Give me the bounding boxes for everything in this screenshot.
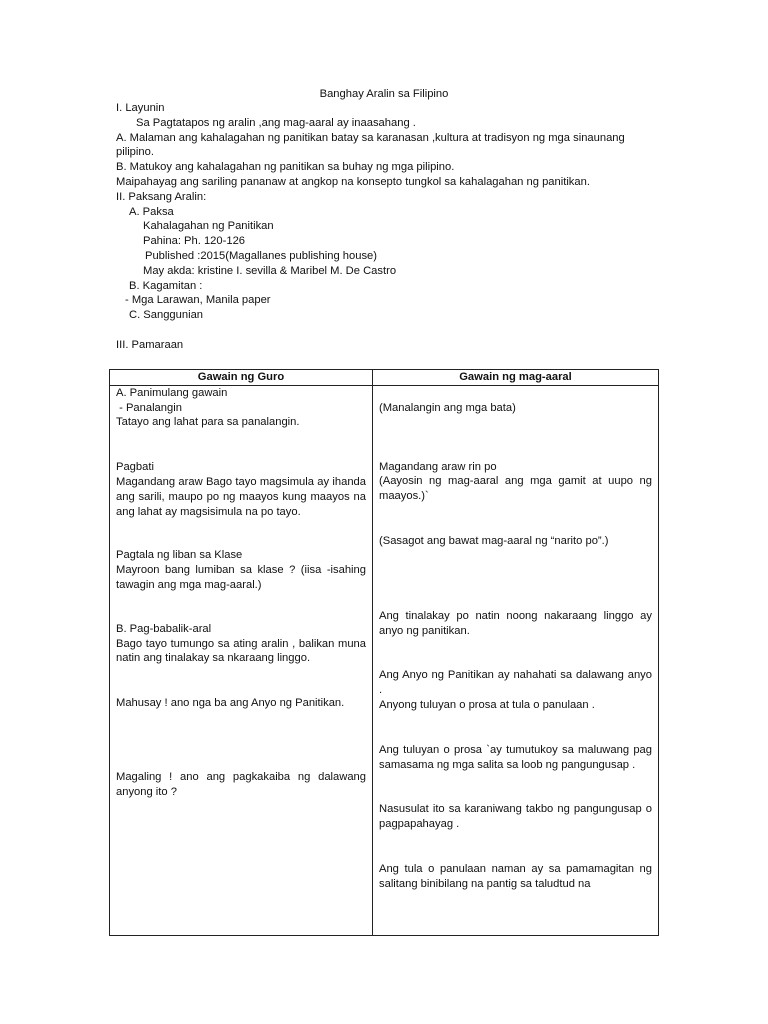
paksa-published: Published :2015(Magallanes publishing house) bbox=[145, 249, 377, 262]
panalangin-label: - Panalangin bbox=[116, 401, 182, 414]
pamaraan-heading: III. Pamaraan bbox=[116, 338, 184, 351]
pagtala-label: Pagtala ng liban sa Klase bbox=[116, 549, 243, 562]
mahusay-text: Mahusay ! ano nga ba ang Anyo ng Panitikan. bbox=[116, 697, 345, 710]
pagbati-label: Pagbati bbox=[116, 461, 154, 474]
column-header-guro: Gawain ng Guro bbox=[110, 370, 373, 386]
layunin-a: A. Malaman ang kahalagahan ng panitikan batay sa karanasan ,kultura at tradisyon ng mga sinaunang pilipino. bbox=[116, 131, 625, 159]
pagbabalik-text: Bago tayo tumungo sa ating aralin , balikan muna natin ang tinalakay sa nkaraang linggo. bbox=[116, 637, 366, 665]
paksang-aralin-heading: II. Paksang Aralin: bbox=[116, 190, 207, 203]
pagtala-text: Mayroon bang lumiban sa klase ? (iisa -isahing tawagin ang mga mag-aaral.) bbox=[116, 564, 366, 591]
lesson-outline bbox=[116, 101, 656, 353]
tinalakay-text: Ang tinalakay po natin noong nakaraang linggo ay anyo ng panitikan. bbox=[379, 609, 652, 637]
paksa-pahina: Pahina: Ph. 120-126 bbox=[143, 235, 246, 248]
layunin-b: B. Matukoy ang kahalagahan ng panitikan sa buhay ng mga pilipino. bbox=[116, 161, 455, 174]
panalangin-text: Tatayo ang lahat para sa panalangin. bbox=[116, 416, 300, 429]
table-header-row bbox=[110, 370, 659, 386]
pagbabalik-label: B. Pag-babalik-aral bbox=[116, 622, 212, 635]
paksa-title: Kahalagahan ng Panitikan bbox=[143, 220, 274, 233]
anyo-text-2: Anyong tuluyan o prosa at tula o panulaan . bbox=[379, 698, 595, 711]
paksa-akda: May akda: kristine I. sevilla & Maribel M. De Castro bbox=[143, 264, 397, 277]
manalangin-text: (Manalangin ang mga bata) bbox=[379, 401, 516, 414]
magandang-araw-text: Magandang araw rin po bbox=[379, 460, 497, 473]
tuluyan-text: Ang tuluyan o prosa `ay tumutukoy sa maluwang pag samasama ng mga salita sa loob ng pangungusap . bbox=[379, 743, 652, 771]
layunin-intro: Sa Pagtatapos ng aralin ,ang mag-aaral ay inaasahang . bbox=[136, 116, 416, 129]
column-header-mag-aaral: Gawain ng mag-aaral bbox=[373, 370, 659, 386]
table-row bbox=[110, 385, 659, 935]
layunin-heading: I. Layunin bbox=[116, 102, 165, 114]
layunin-c: Maipahayag ang sariling pananaw at angkop na konsepto tungkol sa kahalagahan ng panitikan. bbox=[116, 175, 590, 188]
pamaraan-table bbox=[109, 369, 659, 936]
paksa-label: A. Paksa bbox=[129, 205, 174, 218]
sasagot-text: (Sasagot ang bawat mag-aaral ng “narito po”.) bbox=[379, 534, 609, 547]
kagamitan-label: B. Kagamitan : bbox=[129, 279, 203, 292]
tula-text: Ang tula o panulaan naman ay sa pamamagitan ng salitang binibilang na pantig sa taludtud na bbox=[379, 862, 652, 890]
nasusulat-text: Nasusulat ito sa karaniwang takbo ng pangungusap o pagpapahayag . bbox=[379, 803, 652, 831]
sanggunian-label: C. Sanggunian bbox=[129, 309, 204, 322]
ayusin-text: (Aayosin ng mag-aaral ang mga gamit at uupo ng maayos.)` bbox=[379, 475, 652, 503]
guro-cell bbox=[110, 385, 373, 935]
magaling-text: Magaling ! ano ang pagkakaiba ng dalawang anyong ito ? bbox=[116, 770, 366, 798]
panimulang-gawain: A. Panimulang gawain bbox=[116, 386, 228, 399]
mag-aaral-cell bbox=[373, 385, 659, 935]
anyo-text-1: Ang Anyo ng Panitikan ay nahahati sa dalawang anyo . bbox=[379, 669, 652, 697]
pagbati-text: Magandang araw Bago tayo magsimula ay ihanda ang sarili, maupo po ng maayos kung maayos na ang lahat ay magsisimula na po tayo. bbox=[116, 475, 366, 518]
kagamitan-item: - Mga Larawan, Manila paper bbox=[125, 294, 271, 307]
document-title: Banghay Aralin sa Filipino bbox=[319, 88, 449, 100]
